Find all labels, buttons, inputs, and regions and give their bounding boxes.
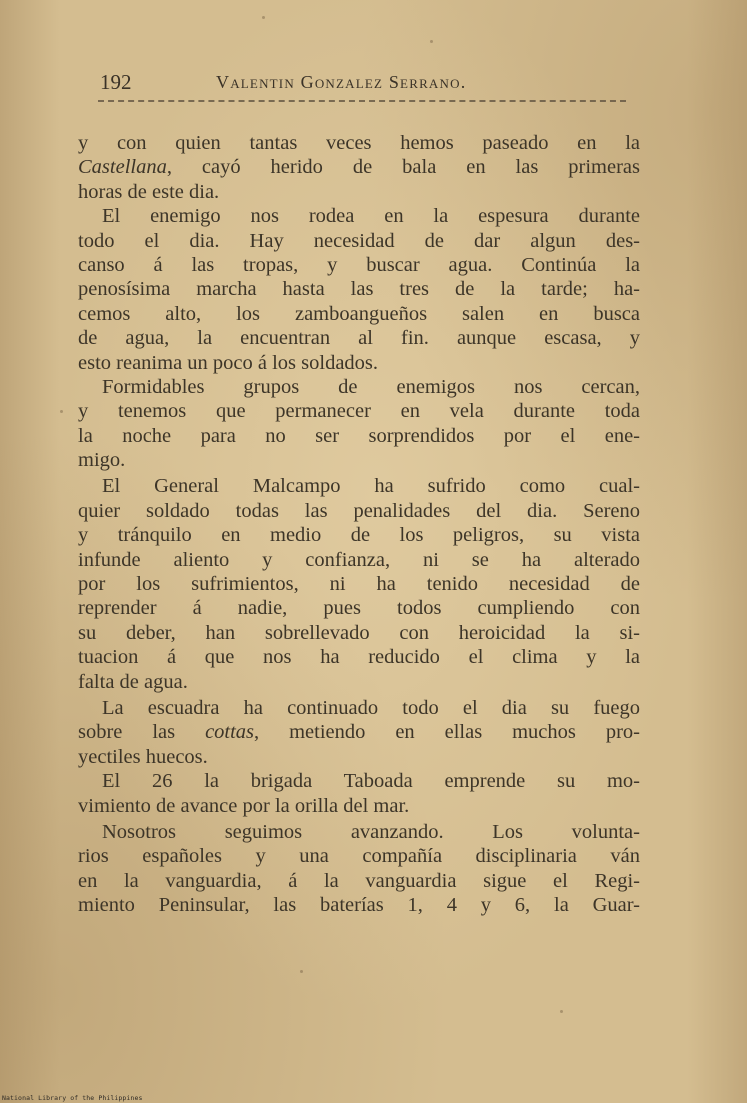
text-line: en la vanguardia, á la vanguardia sigue el Regi- [78,869,640,892]
text-line: todo el dia. Hay necesidad de dar algun des- [78,229,640,252]
italic-word: cottas [205,721,255,744]
text-line: El enemigo nos rodea en la espesura durante [102,205,640,228]
text-line: tuacion á que nos ha reducido el clima y la [78,646,640,669]
text-line: y con quien tantas veces hemos paseado en la [78,132,640,154]
text-line-rest: , cayó herido de bala en las primeras [166,156,640,179]
text-line: El General Malcampo ha sufrido como cual- [102,475,640,498]
text-line-rest: , metiendo en ellas muchos pro- [254,721,640,744]
text-line: de agua, la encuentran al fin. aunque escasa, y [78,327,640,350]
text-line: y tenemos que permanecer en vela durante toda [78,400,640,423]
text-line: esto reanima un poco á los soldados. [78,351,379,374]
text-line: horas de este dia. [78,180,220,203]
page-header [100,70,640,100]
text-line: El 26 la brigada Taboada emprende su mo- [102,770,640,793]
paragraph [78,820,640,918]
text-line-start: sobre las [78,721,206,744]
paper-speck [262,16,265,19]
text-line: Formidables grupos de enemigos nos cercan, [102,375,640,398]
library-credit: National Library of the Philippines [2,1094,143,1102]
text-line: penosísima marcha hasta las tres de la tarde; ha- [78,278,640,301]
text-line: falta de agua. [78,670,188,693]
text-line: cemos alto, los zamboangueños salen en busca [78,302,640,325]
text-line: por los sufrimientos, ni ha tenido necesidad de [78,573,640,596]
text-line: reprender á nadie, pues todos cumpliendo con [78,597,640,620]
italic-word: Castellana [78,156,167,179]
page-number: 192 [100,70,132,94]
text-line: rios españoles y una compañía disciplinaria ván [78,845,640,868]
paragraph [78,204,640,375]
paragraph [78,375,640,473]
text-line: yectiles huecos. [78,745,208,768]
text-line: miento Peninsular, las baterías 1, 4 y 6, la Guar- [78,894,640,917]
paper-speck [60,410,63,413]
paragraph [78,131,640,204]
text-line [78,155,640,179]
paper-speck [300,970,303,973]
paper-speck [430,40,433,43]
paragraph [78,696,640,769]
paragraph [78,474,640,694]
text-line: su deber, han sobrellevado con heroicidad la si- [78,621,640,644]
text-line: la noche para no ser sorprendidos por el ene- [78,424,640,447]
running-head: Valentin Gonzalez Serrano. [216,72,467,92]
text-line: y tránquilo en medio de los peligros, su vista [78,524,640,547]
paper-speck [560,1010,563,1013]
text-line: quier soldado todas las penalidades del dia. Sereno [78,499,640,522]
header-rule [98,100,626,102]
paragraph [78,769,640,818]
text-line: migo. [78,449,126,472]
text-line: infunde aliento y confianza, ni se ha alterado [78,548,640,571]
text-line [78,720,640,744]
text-line: canso á las tropas, y buscar agua. Continúa la [78,253,640,276]
body-text [78,131,640,918]
text-line: La escuadra ha continuado todo el dia su fuego [102,696,640,719]
text-line: Nosotros seguimos avanzando. Los volunta- [102,820,640,843]
text-line: vimiento de avance por la orilla del mar. [78,794,410,817]
